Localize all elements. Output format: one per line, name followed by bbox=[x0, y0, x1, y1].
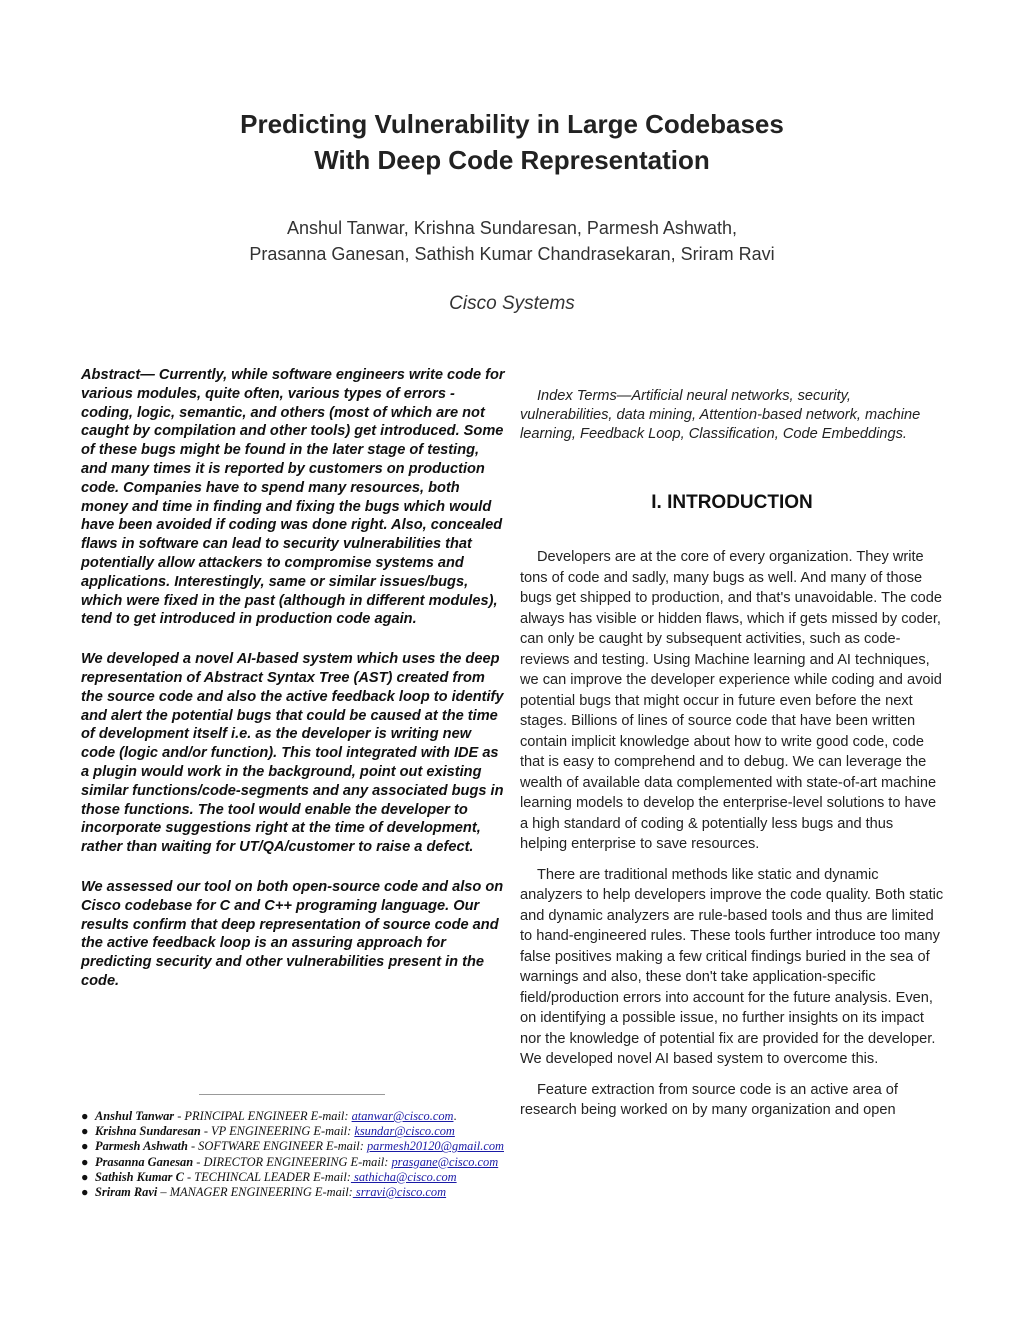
title-line-2: With Deep Code Representation bbox=[314, 145, 710, 175]
footnote-author-name: Sriram Ravi bbox=[95, 1185, 158, 1200]
index-terms: Index Terms—Artificial neural networks, security, vulnerabilities, data mining, Attention-based network, machine learning, Feedback Loop, Classification, Code Embeddings. bbox=[520, 388, 921, 442]
bullet-icon: ● bbox=[81, 1169, 89, 1184]
footnote-author-name: Prasanna Ganesan bbox=[95, 1154, 194, 1169]
footnote-author-name: Anshul Tanwar bbox=[95, 1109, 175, 1123]
footnote-author-name: Parmesh Ashwath bbox=[95, 1139, 188, 1154]
footnote-role: – MANAGER ENGINEERING bbox=[157, 1185, 312, 1200]
footnote-email-link[interactable]: atanwar@cisco.com bbox=[351, 1109, 454, 1123]
footnote-email-label: E-mail: bbox=[307, 1109, 352, 1123]
bullet-icon: ● bbox=[81, 1154, 89, 1169]
footnote-role: - PRINCIPAL ENGINEER bbox=[174, 1109, 308, 1123]
footnote-trail: . bbox=[453, 1109, 457, 1123]
authors-line-1: Anshul Tanwar, Krishna Sundaresan, Parmesh Ashwath, bbox=[287, 218, 737, 238]
footnote-email-label: E-mail: bbox=[322, 1139, 367, 1154]
footnote-email-link[interactable]: ksundar@cisco.com bbox=[354, 1124, 455, 1139]
title-line-1: Predicting Vulnerability in Large Codebases bbox=[240, 109, 784, 139]
footnote-email-link[interactable]: prasgane@cisco.com bbox=[391, 1154, 499, 1169]
left-column bbox=[81, 366, 505, 1012]
footnote-role: - VP ENGINEERING bbox=[200, 1124, 311, 1139]
abstract-paragraph-3: We assessed our tool on both open-source code and also on Cisco codebase for C and C++ programing language. Our results confirm that deep representation of source code and the active feedback loop is an assuring approach for predicting security and other vulnerabilities present in the code. bbox=[81, 878, 504, 989]
abstract-paragraph-2: We developed a novel AI-based system which uses the deep representation of Abstract Syntax Tree (AST) created from the source code and also the active feedback loop to identify and alert the potential bugs that could be caused at the time of development itself i.e. as the developer is writing new code (logic and/or function). This tool integrated with IDE as a plugin would work in the background, point out existing similar functions/code-segments and any associated bugs in those functions. The tool would enable the developer to incorporate suggestions right at the time of development, rather than waiting for UT/QA/customer to raise a defect. bbox=[81, 651, 504, 856]
footnote-email-label: E-mail: bbox=[310, 1124, 355, 1139]
author-list bbox=[0, 215, 1024, 267]
bullet-icon: ● bbox=[81, 1139, 89, 1154]
footnote-email-label: E-mail: bbox=[347, 1154, 392, 1169]
footnote-role: - SOFTWARE ENGINEER bbox=[187, 1139, 323, 1154]
abstract-paragraph-1: Abstract— Currently, while software engineers write code for various modules, quite often, various types of errors - coding, logic, semantic, and others (most of which are not caught by compilation and other tools) get introduced. Some of these bugs might be found in the later stage of testing, and many times it is reported by customers on production code. Companies have to spend many resources, both money and time in finding and fixing the bugs which would have been avoided if coding was done right. Also, concealed flaws in software can lead to security vulnerabilities that potentially allow attackers to compromise systems and applications. Interestingly, same or similar issues/bugs, which were fixed in the past (although in different modules), tend to get introduced in production code again. bbox=[81, 367, 505, 628]
footnote-item bbox=[81, 1170, 505, 1185]
bullet-icon: ● bbox=[81, 1124, 89, 1139]
footnote-item bbox=[81, 1139, 505, 1154]
bullet-icon: ● bbox=[81, 1185, 89, 1200]
footnote-role: - DIRECTOR ENGINEERING bbox=[193, 1154, 348, 1169]
footnote-role: - TECHINCAL LEADER bbox=[183, 1169, 310, 1184]
right-column bbox=[520, 387, 944, 1121]
authors-line-2: Prasanna Ganesan, Sathish Kumar Chandrasekaran, Sriram Ravi bbox=[249, 244, 775, 264]
footnote-item bbox=[81, 1185, 505, 1200]
paper-title bbox=[0, 106, 1024, 178]
bullet-icon: ● bbox=[81, 1109, 89, 1123]
intro-paragraph-1: Developers are at the core of every organization. They write tons of code and sadly, many bugs as well. And many of those bugs get shipped to production, and that's unavoidable. The code always has visible or hidden flaws, which if gets missed by coder, can only be caught by subsequent activities, such as code-reviews and testing. Using Machine learning and AI techniques, we can improve the developer experience while coding and avoid potential bugs that might occur in future even before the next stages. Billions of lines of source code that have been written contain implicit knowledge about how to write good code, code that is easy to comprehend and to debug. We can leverage the wealth of available data complemented with state-of-art machine learning models to develop the enterprise-level solutions to have a high standard of coding & potentially less bugs and thus helping enterprise to save resources. bbox=[520, 549, 942, 853]
footnote-email-link[interactable]: parmesh20120@gmail.com bbox=[366, 1139, 504, 1154]
footnote-author-name: Sathish Kumar C bbox=[95, 1169, 184, 1184]
author-footnotes bbox=[81, 1094, 505, 1200]
intro-paragraph-2: There are traditional methods like static and dynamic analyzers to help developers improve the code quality. Both static and dynamic analyzers are rule-based tools and thus are limited to hand-engineered rules. These tools further introduce too many false positives making a few critical findings buried in the sea of warnings and also, these don't take application-specific field/production errors into account for the future analysis. Even, on identifying a possible issue, no further insights on its impact nor the knowledge of potential fix are provided for the developer. We developed novel AI based system to overcome this. bbox=[520, 866, 944, 1068]
footnote-email-link[interactable]: sathicha@cisco.com bbox=[350, 1169, 457, 1184]
footnote-divider bbox=[199, 1094, 385, 1095]
footnote-author-name: Krishna Sundaresan bbox=[95, 1124, 201, 1139]
footnote-item bbox=[81, 1124, 505, 1139]
footnote-email-label: E-mail: bbox=[311, 1185, 353, 1200]
intro-paragraph-3: Feature extraction from source code is an active area of research being worked on by many organization and open bbox=[520, 1081, 898, 1119]
affiliation: Cisco Systems bbox=[449, 293, 575, 314]
footnote-item bbox=[81, 1155, 505, 1170]
footnote-item bbox=[81, 1109, 505, 1124]
footnote-email-link[interactable]: srravi@cisco.com bbox=[352, 1185, 447, 1200]
section-heading-introduction: I. INTRODUCTION bbox=[651, 492, 813, 514]
footnote-email-label: E-mail: bbox=[309, 1169, 351, 1184]
